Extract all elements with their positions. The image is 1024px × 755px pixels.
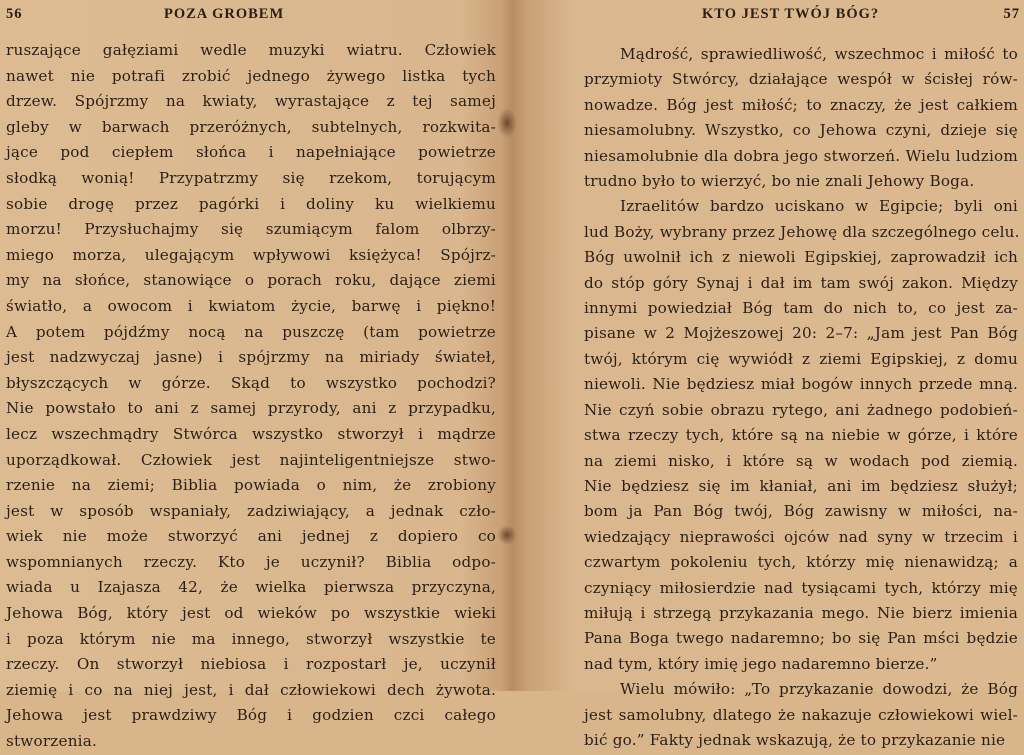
right-page-header — [515, 6, 1024, 30]
text-line: Bóg uwolnił ich z niewoli Egipskiej, zaprowadził ich — [584, 248, 1018, 267]
text-line: rzeczy. On stworzył niebiosa i rozpostarł je, uczynił — [6, 655, 496, 674]
text-line: wiek nie może stworzyć ani jednej z dopiero co — [6, 527, 496, 546]
text-line: my na słońce, stanowiące o porach roku, dające ziemi — [6, 271, 496, 290]
text-line: przymioty Stwórcy, działające wespół w ścisłej rów- — [584, 70, 1018, 89]
text-line: jące pod ciepłem słońca i napełniające powietrze — [6, 143, 496, 162]
text-line: Jehowa jest prawdziwy Bóg i godzien czci całego — [6, 706, 496, 725]
text-line: wspomnianych rzeczy. Kto je uczynił? Biblia odpo- — [6, 552, 496, 571]
text-line: ziemię i co na niej jest, i dał człowiekowi dech żywota. — [6, 680, 496, 699]
running-title-left: POZA GROBEM — [164, 6, 285, 22]
text-line: nad tym, który imię jego nadaremno bierze.” — [584, 654, 938, 673]
text-line: czyniący miłosierdzie nad tysiącami tych, którzy mię — [584, 578, 1018, 597]
right-page — [515, 0, 1024, 749]
text-line: Jehowa Bóg, który jest od wieków po wszystkie wieki — [6, 604, 496, 623]
right-page-text — [584, 42, 1018, 753]
page-number-right: 57 — [1003, 6, 1020, 22]
text-line: lud Boży, wybrany przez Jehowę dla szczególnego celu. — [584, 222, 1020, 241]
text-line: drzew. Spójrzmy na kwiaty, wyrastające z tej samej — [6, 92, 496, 111]
text-line: jest w sposób wspaniały, zadziwiający, a jednak czło- — [6, 501, 496, 520]
text-line: miego morza, ulegającym wpływowi księżyca! Spójrz- — [6, 245, 496, 264]
text-line: Nie czyń sobie obrazu rytego, ani żadnego podobień- — [584, 400, 1018, 419]
text-line: Izraelitów bardzo uciskano w Egipcie; byli oni — [620, 197, 1018, 216]
text-line: sobie drogę przez pagórki i doliny ku wielkiemu — [6, 194, 496, 213]
text-line: miłują i strzegą przykazania mego. Nie bierz imienia — [584, 603, 1018, 622]
left-page-text — [6, 38, 496, 755]
text-line: do stóp góry Synaj i dał im tam swój zakon. Między — [584, 273, 1018, 292]
text-line: światło, a owocom i kwiatom życie, barwę i piękno! — [6, 296, 496, 315]
text-line: innymi powiedział Bóg tam do nich to, co jest za- — [584, 299, 1018, 318]
text-line: wiedzający nieprawości ojców nad syny w trzecim i — [584, 527, 1018, 546]
text-line: rzenie na ziemi; Biblia powiada o nim, że zrobiony — [6, 476, 496, 495]
text-line: bić go.” Fakty jednak wskazują, że to przykazanie nie — [584, 730, 1006, 749]
text-line: jest samolubny, dlatego że nakazuje człowiekowi wiel- — [584, 705, 1018, 724]
text-line: uporządkował. Człowiek jest najinteligentniejsze stwo- — [6, 450, 496, 469]
text-line: błyszczących w górze. Skąd to wszystko pochodzi? — [6, 373, 496, 392]
text-line: A potem pójdźmy nocą na puszczę (tam powietrze — [6, 322, 496, 341]
text-line: ruszające gałęziami wedle muzyki wiatru. Człowiek — [6, 41, 496, 59]
text-line: trudno było to wierzyć, bo nie znali Jehowy Boga. — [584, 172, 975, 191]
left-page-header — [0, 6, 500, 30]
text-line: lecz wszechmądry Stwórca wszystko stworzył i mądrze — [6, 424, 496, 443]
text-line: niesamolubny. Wszystko, co Jehowa czyni, dzieje się — [584, 121, 1018, 140]
text-line: morzu! Przysłuchajmy się szumiącym falom olbrzy- — [6, 220, 496, 239]
text-line: na ziemi nisko, i które są w wodach pod ziemią. — [584, 451, 1018, 470]
text-line: wiada u Izajasza 42, że wielka pierwsza przyczyna, — [6, 578, 496, 597]
text-line: nowadze. Bóg jest miłość; to znaczy, że jest całkiem — [584, 95, 1018, 114]
text-line: Nie powstało to ani z samej przyrody, ani z przypadku, — [6, 399, 496, 418]
text-line: Pana Boga twego nadaremno; bo się Pan mści będzie — [584, 629, 1018, 648]
binding-mark — [497, 525, 517, 545]
running-title-right: KTO JEST TWÓJ BÓG? — [702, 6, 880, 22]
text-line: Nie będziesz się im kłaniał, ani im będziesz służył; — [584, 476, 1018, 495]
text-line: stworzenia. — [6, 732, 98, 751]
text-line: pisane w 2 Mojżeszowej 20: 2–7: „Jam jest Pan Bóg — [584, 324, 1018, 343]
text-line: twój, którym cię wywiódł z ziemi Egipskiej, z domu — [584, 349, 1018, 368]
text-line: Wielu mówiło: „To przykazanie dowodzi, że Bóg — [620, 680, 1018, 699]
text-line: słodką wonią! Przypatrzmy się rzekom, torującym — [6, 168, 496, 187]
text-line: gleby w barwach przeróżnych, subtelnych, rozkwita- — [6, 117, 496, 136]
text-line: i poza którym nie ma innego, stworzył wszystkie te — [6, 629, 496, 648]
binding-mark — [497, 108, 517, 138]
text-line: nawet nie potrafi zrobić jednego żywego listka tych — [6, 66, 496, 85]
text-line: stwa rzeczy tych, które są na niebie w górze, i które — [584, 426, 1018, 445]
text-line: jest nadzwyczaj jasne) i spójrzmy na miriady świateł, — [6, 348, 496, 367]
text-line: niesamolubnie dla dobra jego stworzeń. Wielu ludziom — [584, 146, 1018, 165]
text-line: bom ja Pan Bóg twój, Bóg zawisny w miłości, na- — [584, 502, 1018, 521]
text-line: czwartym pokoleniu tych, którzy mię nienawidzą; a — [584, 553, 1018, 572]
page-number-left: 56 — [6, 6, 23, 22]
left-page — [0, 0, 500, 751]
text-line: Mądrość, sprawiedliwość, wszechmoc i miłość to — [620, 45, 1018, 63]
text-line: niewoli. Nie będziesz miał bogów innych przede mną. — [584, 375, 1018, 394]
